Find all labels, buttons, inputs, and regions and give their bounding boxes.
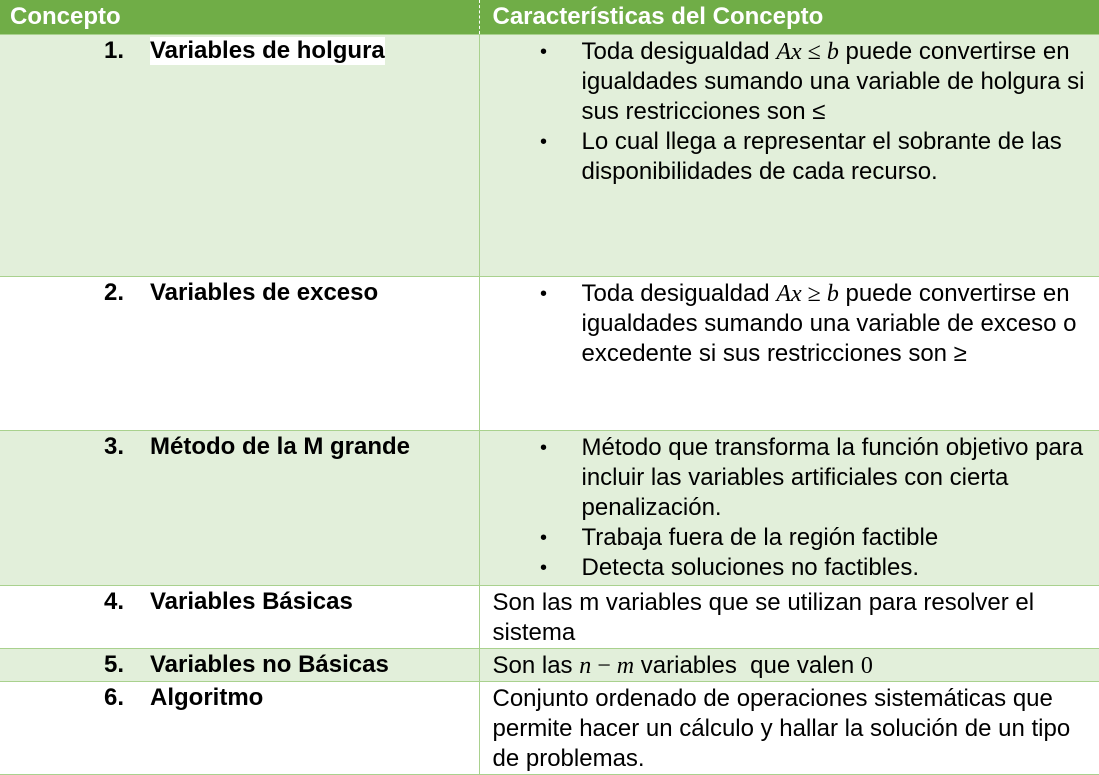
concept-name: Variables no Básicas bbox=[150, 651, 389, 679]
concept-cell bbox=[0, 682, 479, 775]
description-text: Método que transforma la función objetivo para incluir las variables artificiales con cierta penalización. bbox=[582, 433, 1099, 523]
list-item bbox=[480, 523, 1099, 553]
list-item bbox=[480, 37, 1099, 127]
table-row bbox=[0, 431, 1099, 586]
table-row bbox=[0, 586, 1099, 649]
table-row bbox=[0, 682, 1099, 775]
description-text: Conjunto ordenado de operaciones sistemáticas que permite hacer un cálculo y hallar la solución de un tipo de problemas. bbox=[480, 682, 1099, 774]
list-item bbox=[480, 127, 1099, 187]
description-cell bbox=[479, 682, 1099, 775]
concept-number: 5. bbox=[104, 651, 150, 679]
description-text: Toda desigualdad Ax ≥ b puede convertirse en igualdades sumando una variable de exceso o excedente si sus restricciones son ≥ bbox=[582, 279, 1099, 369]
bullet-icon: • bbox=[480, 433, 582, 523]
header-caracteristicas: Características del Concepto bbox=[479, 0, 1099, 35]
bullet-icon: • bbox=[480, 127, 582, 187]
list-item bbox=[480, 279, 1099, 369]
concept-cell bbox=[0, 35, 479, 277]
description-cell bbox=[479, 277, 1099, 431]
description-text: Son las n − m variables que valen 0 bbox=[480, 649, 1099, 681]
concept-number: 4. bbox=[104, 588, 150, 616]
description-text: Toda desigualdad Ax ≤ b puede convertirse en igualdades sumando una variable de holgura si sus restricciones son ≤ bbox=[582, 37, 1099, 127]
description-text: Detecta soluciones no factibles. bbox=[582, 553, 1099, 583]
concept-number: 3. bbox=[104, 433, 150, 461]
bullet-icon: • bbox=[480, 523, 582, 553]
concept-cell bbox=[0, 649, 479, 682]
concept-name: Variables de exceso bbox=[150, 279, 378, 307]
table-row bbox=[0, 35, 1099, 277]
description-text: Lo cual llega a representar el sobrante de las disponibilidades de cada recurso. bbox=[582, 127, 1099, 187]
concept-number: 2. bbox=[104, 279, 150, 307]
description-text: Son las m variables que se utilizan para resolver el sistema bbox=[480, 586, 1099, 648]
concept-name: Variables de holgura bbox=[150, 37, 385, 65]
concept-name: Algoritmo bbox=[150, 684, 263, 712]
table-row bbox=[0, 649, 1099, 682]
description-text: Trabaja fuera de la región factible bbox=[582, 523, 1099, 553]
bullet-icon: • bbox=[480, 553, 582, 583]
concept-cell bbox=[0, 586, 479, 649]
description-cell bbox=[479, 649, 1099, 682]
concept-cell bbox=[0, 431, 479, 586]
header-row bbox=[0, 0, 1099, 35]
concept-name: Método de la M grande bbox=[150, 433, 410, 461]
table-row bbox=[0, 277, 1099, 431]
description-cell bbox=[479, 586, 1099, 649]
description-cell bbox=[479, 35, 1099, 277]
list-item bbox=[480, 433, 1099, 523]
bullet-icon: • bbox=[480, 279, 582, 369]
concept-cell bbox=[0, 277, 479, 431]
list-item bbox=[480, 553, 1099, 583]
concept-number: 1. bbox=[104, 37, 150, 65]
concept-name: Variables Básicas bbox=[150, 588, 353, 616]
concept-number: 6. bbox=[104, 684, 150, 712]
bullet-icon: • bbox=[480, 37, 582, 127]
description-cell bbox=[479, 431, 1099, 586]
header-concepto: Concepto bbox=[0, 0, 479, 35]
